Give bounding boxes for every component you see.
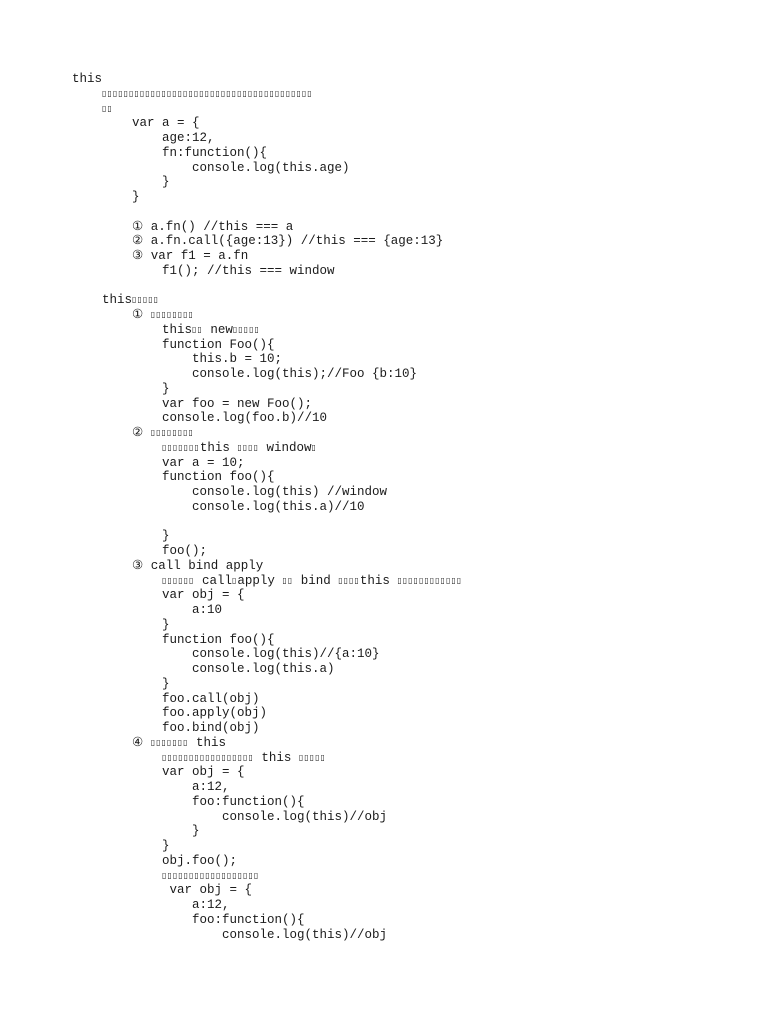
text-line: }: [72, 617, 170, 632]
missing-glyph: ▯▯▯▯: [338, 575, 360, 585]
missing-glyph: ▯▯▯▯▯▯▯▯▯▯▯▯▯▯▯▯▯▯: [162, 870, 260, 880]
text-line: a:12,: [72, 898, 230, 912]
text-line: }: [72, 190, 140, 204]
missing-glyph: ▯▯▯▯▯▯▯: [162, 442, 200, 452]
text-line: console.log(this.a)//10: [72, 499, 365, 514]
text-line: ▯▯▯▯▯▯▯▯▯▯▯▯▯▯▯▯▯ this ▯▯▯▯▯: [162, 750, 326, 765]
text-line: console.log(this) //window: [72, 485, 388, 499]
text-line: obj.foo();: [72, 853, 238, 868]
text-line: [72, 102, 768, 117]
text-line: a:10: [72, 603, 223, 617]
text-line: this.b = 10;: [72, 352, 283, 367]
text-line: age:12,: [72, 131, 215, 145]
text-line: f1(); //this === window: [72, 263, 335, 278]
text-line: }: [72, 529, 170, 544]
text-line: foo();: [72, 544, 208, 558]
text-line: console.log(foo.b)//10: [72, 411, 328, 426]
text-line: }: [72, 175, 170, 190]
text-line: ① ▯▯▯▯▯▯▯▯: [72, 308, 194, 322]
missing-glyph: ▯▯▯▯▯▯▯▯▯▯▯▯: [397, 575, 463, 585]
missing-glyph: ▯▯: [102, 103, 113, 113]
text-line: foo.apply(obj): [72, 706, 268, 721]
text-line: ▯▯▯▯▯▯▯this ▯▯▯▯ window▯: [162, 440, 317, 455]
text-line: }: [72, 839, 170, 853]
text-line: }: [72, 381, 170, 396]
text-line: console.log(this)//{a:10}: [72, 647, 380, 662]
missing-glyph: ▯▯▯▯▯▯▯: [150, 737, 189, 747]
text-line: this: [72, 72, 103, 86]
text-line: ① a.fn() //this === a: [72, 219, 294, 234]
text-line: fn:function(){: [72, 145, 268, 160]
missing-glyph: ▯▯▯▯: [237, 442, 259, 452]
text-line: function foo(){: [72, 632, 275, 647]
text-line: this▯▯ new▯▯▯▯▯: [72, 322, 260, 337]
missing-glyph: ▯▯▯▯▯▯▯▯: [150, 428, 194, 437]
text-line: this▯▯▯▯▯: [72, 293, 160, 308]
text-line: function Foo(){: [72, 337, 275, 352]
text-line: var a = 10;: [72, 455, 245, 470]
text-line: [72, 87, 768, 102]
missing-glyph: ▯▯▯▯▯▯▯▯▯▯▯▯▯▯▯▯▯▯▯▯▯▯▯▯▯▯▯▯▯▯▯▯▯▯▯▯▯▯▯: [102, 88, 313, 98]
text-line: console.log(this.age): [72, 160, 350, 175]
text-line: console.log(this);//Foo {b:10}: [72, 367, 418, 381]
missing-glyph: ▯▯: [282, 575, 294, 585]
text-line: [72, 515, 768, 530]
text-line: foo:function(){: [72, 794, 305, 809]
text-line: ③ var f1 = a.fn: [72, 249, 249, 263]
text-line: var obj = {: [72, 883, 253, 898]
missing-glyph: ▯▯▯▯▯: [232, 324, 260, 334]
text-line: foo:function(){: [72, 912, 305, 927]
missing-glyph: ▯▯▯▯▯: [298, 752, 326, 762]
text-line: a:12,: [72, 780, 230, 794]
missing-glyph: ▯▯: [192, 324, 203, 334]
text-line: var obj = {: [72, 588, 245, 603]
text-line: foo.bind(obj): [72, 721, 260, 735]
text-line: function foo(){: [72, 470, 275, 485]
text-line: ③ call bind apply: [72, 558, 264, 573]
text-line: ② a.fn.call({age:13}) //this === {age:13}: [72, 234, 444, 249]
text-line: console.log(this)//obj: [72, 809, 388, 824]
missing-glyph: ▯: [311, 442, 317, 452]
text-line: ▯▯▯▯▯▯ call▯apply ▯▯ bind ▯▯▯▯this ▯▯▯▯▯▯▯▯▯▯▯▯: [162, 573, 463, 588]
text-line: ④ ▯▯▯▯▯▯▯ this: [72, 735, 227, 750]
text-line: console.log(this.a): [72, 662, 335, 676]
text-line: }: [72, 824, 200, 839]
missing-glyph: ▯▯▯▯▯▯▯▯: [150, 310, 194, 319]
text-line: var a = {: [72, 116, 200, 131]
missing-glyph: ▯▯▯▯▯▯▯▯▯▯▯▯▯▯▯▯▯: [162, 752, 254, 762]
text-line: }: [72, 676, 170, 691]
text-line: foo.call(obj): [72, 691, 260, 706]
text-line: [72, 205, 768, 220]
missing-glyph: ▯▯▯▯▯▯: [162, 575, 195, 585]
text-line: var obj = {: [72, 765, 245, 780]
text-line: var foo = new Foo();: [72, 396, 313, 411]
missing-glyph: ▯▯▯▯▯: [132, 295, 160, 305]
text-line: [72, 869, 768, 884]
missing-glyph: ▯: [231, 575, 238, 585]
text-line: ② ▯▯▯▯▯▯▯▯: [72, 426, 194, 440]
text-line: [72, 279, 768, 294]
text-line: console.log(this)//obj: [72, 927, 388, 942]
